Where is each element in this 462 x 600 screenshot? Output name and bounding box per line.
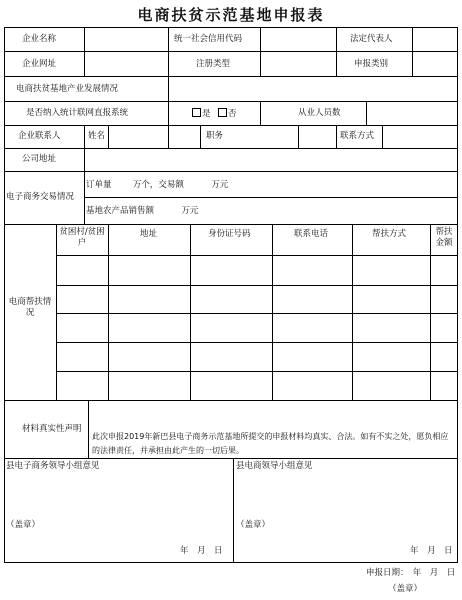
phone-label: 联系方式 [340,131,375,141]
no-label: 否 [228,109,237,119]
right-seal: （盖章） [236,520,271,530]
orders-label: 订单量 [86,180,112,190]
employees-label: 从业人员数 [298,108,341,118]
reg-type-label: 注册类型 [196,59,231,69]
poverty-label: 电商帮扶情况 [8,297,52,318]
category-label: 申报类别 [354,59,389,69]
apply-date: 申报日期： 年 月 日 [366,568,456,578]
header-phone: 联系电话 [294,229,329,239]
declaration-text: 此次申报2019年新巴县电子商务示范基地所提交的申报材料均真实、合法。如有不实之处，愿负相应的法律责任，并承担由此产生的一切后果。 [92,432,449,455]
yes-checkbox[interactable] [192,108,201,117]
left-date: 年 月 日 [180,546,223,556]
contact-label: 企业联系人 [18,131,61,141]
volume-label: 万个，交易额 [132,180,184,190]
stats-system-label: 是否纳入统计联网直报系统 [26,108,129,118]
legal-rep-label: 法定代表人 [350,34,393,44]
form-title: 电商扶贫示范基地申报表 [137,6,325,24]
yes-option[interactable] [192,108,211,120]
website-label: 企业网址 [22,59,57,69]
declaration-label: 材料真实性声明 [22,424,82,434]
no-option[interactable] [218,108,237,120]
position-label: 职务 [206,131,224,141]
sales-line [86,206,198,217]
address-label: 公司地址 [22,154,57,164]
industry-status-label: 电商扶贫基地产业发展情况 [16,84,119,94]
credit-code-label: 统一社会信用代码 [174,34,243,44]
left-seal: （盖章） [6,520,41,530]
sales-unit: 万元 [181,206,199,216]
no-checkbox[interactable] [218,108,227,117]
company-name-label: 企业名称 [22,34,57,44]
county-leader-opinion: 县电商领导小组意见 [236,461,313,471]
header-id: 身份证号码 [208,229,251,239]
right-date: 年 月 日 [410,546,453,556]
yes-label: 是 [202,109,211,119]
volume-unit: 万元 [211,180,229,190]
header-amount: 帮扶金额 [435,227,453,248]
header-address: 地址 [140,229,158,239]
footer-seal: （盖章） [388,584,423,594]
header-method: 帮扶方式 [372,229,407,239]
sales-label: 基地农产品销售额 [86,206,155,216]
name-label: 姓名 [88,131,106,141]
orders-line [86,180,228,191]
county-ecommerce-opinion: 县电子商务领导小组意见 [6,461,100,471]
header-village: 贫困村/贫困户 [59,227,105,248]
ecommerce-label: 电子商务交易情况 [6,192,75,202]
